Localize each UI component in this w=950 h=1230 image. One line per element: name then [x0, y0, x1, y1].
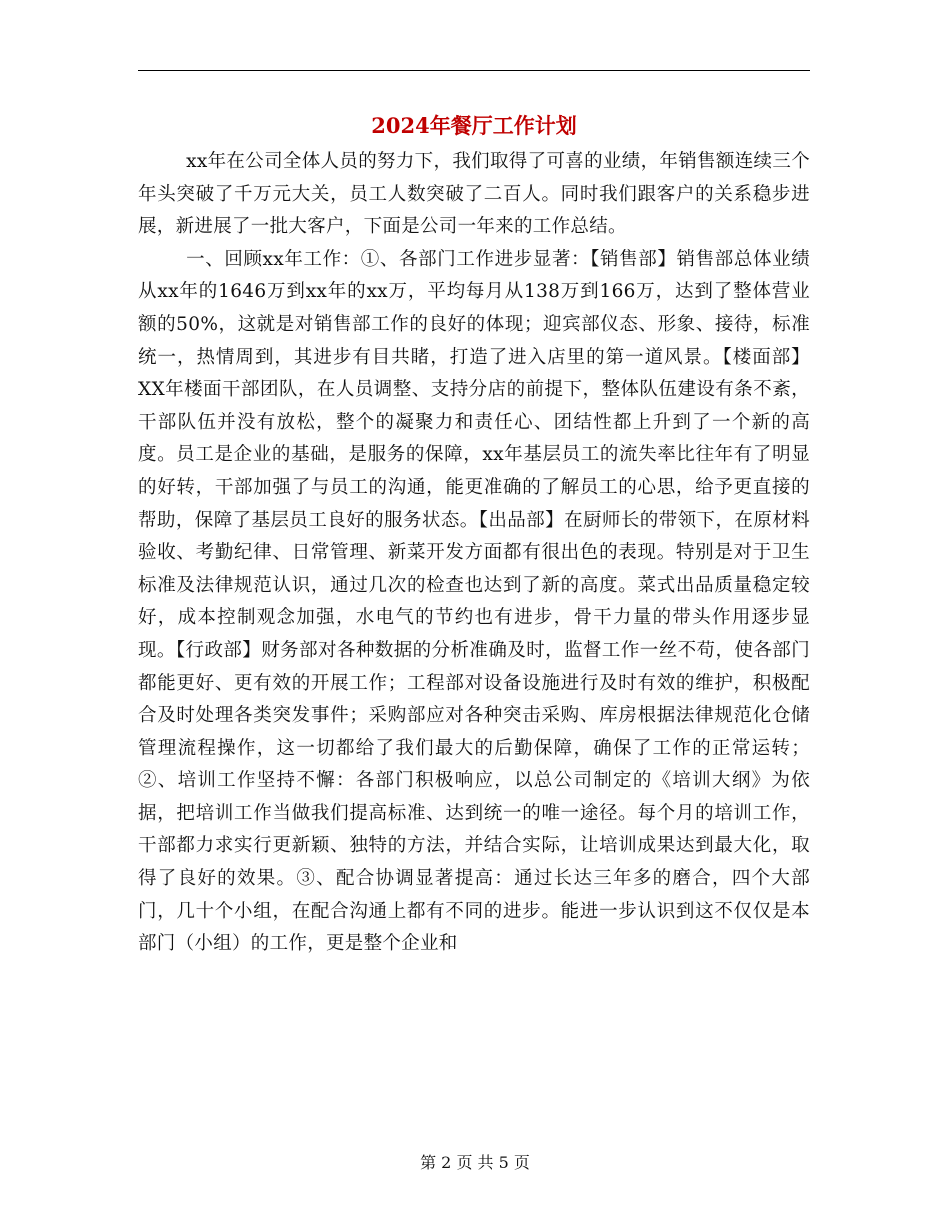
paragraph-intro: xx年在公司全体人员的努力下，我们取得了可喜的业绩，年销售额连续三个年头突破了千万元大关，员工人数突破了二百人。同时我们跟客户的关系稳步进展，新进展了一批大客户，下面是公司一年来的工作总结。 — [138, 151, 810, 238]
document-body — [138, 146, 810, 961]
document-title: 2024年餐厅工作计划 — [371, 113, 577, 138]
page-number: 第 2 页 共 5 页 — [420, 1153, 530, 1172]
paragraph-review: 一、回顾xx年工作：①、各部门工作进步显著：【销售部】销售部总体业绩从xx年的1646万到xx年的xx万，平均每月从138万到166万，达到了整体营业额的50%，这就是对销售部工作的良好的体现；迎宾部仪态、形象、接待，标准统一，热情周到，其进步有目共睹，打造了进入店里的第一道风景。【楼面部】XX年楼面干部团队，在人员调整、支持分店的前提下，整体队伍建设有条不紊，干部队伍并没有放松，整个的凝聚力和责任心、团结性都上升到了一个新的高度。员工是企业的基础，是服务的保障，xx年基层员工的流失率比往年有了明显的好转，干部加强了与员工的沟通，能更准确的了解员工的心思，给予更直接的帮助，保障了基层员工良好的服务状态。【出品部】在厨师长的带领下，在原材料验收、考勤纪律、日常管理、新菜开发方面都有很出色的表现。特别是对于卫生标准及法律规范认识，通过几次的检查也达到了新的高度。菜式出品质量稳定较好，成本控制观念加强，水电气的节约也有进步，骨干力量的带头作用逐步显现。【行政部】财务部对各种数据的分析准确及时，监督工作一丝不苟，使各部门都能更好、更有效的开展工作；工程部对设备设施进行及时有效的维护，积极配合及时处理各类突发事件；采购部应对各种突击采购、库房根据法律规范化仓储管理流程操作，这一切都给了我们最大的后勤保障，确保了工作的正常运转；②、培训工作坚持不懈：各部门积极响应，以总公司制定的《培训大纲》为依据，把培训工作当做我们提高标准、达到统一的唯一途径。每个月的培训工作，干部都力求实行更新颖、独特的方法，并结合实际，让培训成果达到最大化，取得了良好的效果。③、配合协调显著提高：通过长达三年多的磨合，四个大部门，几十个小组，在配合沟通上都有不同的进步。能进一步认识到这不仅仅是本部门（小组）的工作，更是整个企业和 — [138, 248, 810, 955]
header-rule — [138, 70, 810, 71]
